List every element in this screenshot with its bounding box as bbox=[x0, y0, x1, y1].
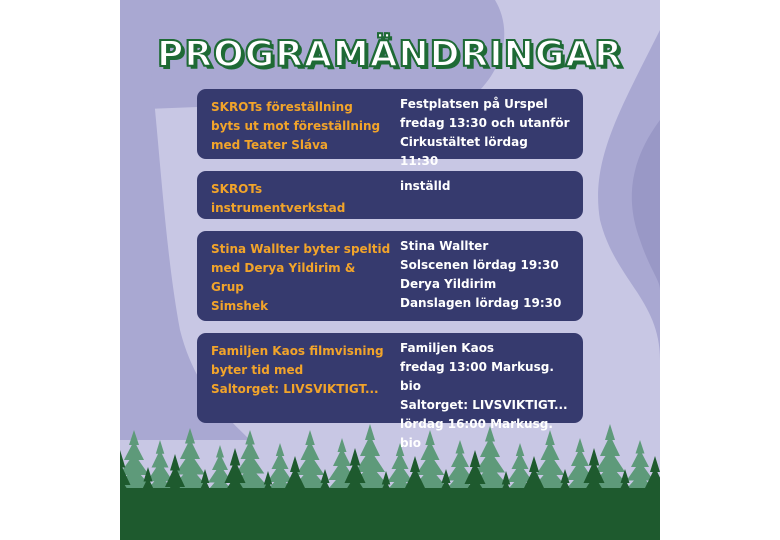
event-description: SKROTs föreställning byts ut mot föreställning med Teater Sláva bbox=[211, 100, 381, 152]
change-card-3 bbox=[197, 231, 583, 321]
page-title: PROGRAMÄNDRINGAR bbox=[157, 34, 623, 75]
forest-ground bbox=[120, 488, 660, 540]
event-description: SKROTs instrumentverkstad bbox=[211, 182, 346, 215]
change-card-4 bbox=[197, 333, 583, 450]
event-details: Stina Wallter Solscenen lördag 19:30 Derya Yildirim Danslagen lördag 19:30 bbox=[400, 239, 562, 310]
event-description: Stina Wallter byter speltid med Derya Yildirim & Grup Simshek bbox=[211, 242, 391, 313]
event-details: inställd bbox=[400, 179, 451, 193]
event-description: Familjen Kaos filmvisning byter tid med Saltorget: LIVSVIKTIGT... bbox=[211, 344, 384, 396]
event-details: Familjen Kaos fredag 13:00 Markusg. bio Saltorget: LIVSVIKTIGT... lördag 16:00 Markusg. bio bbox=[400, 341, 568, 450]
change-card-2 bbox=[197, 171, 583, 219]
event-details: Festplatsen på Urspel fredag 13:30 och utanför Cirkustältet lördag 11:30 bbox=[400, 97, 570, 168]
change-card-1 bbox=[197, 89, 583, 168]
poster bbox=[120, 0, 660, 540]
